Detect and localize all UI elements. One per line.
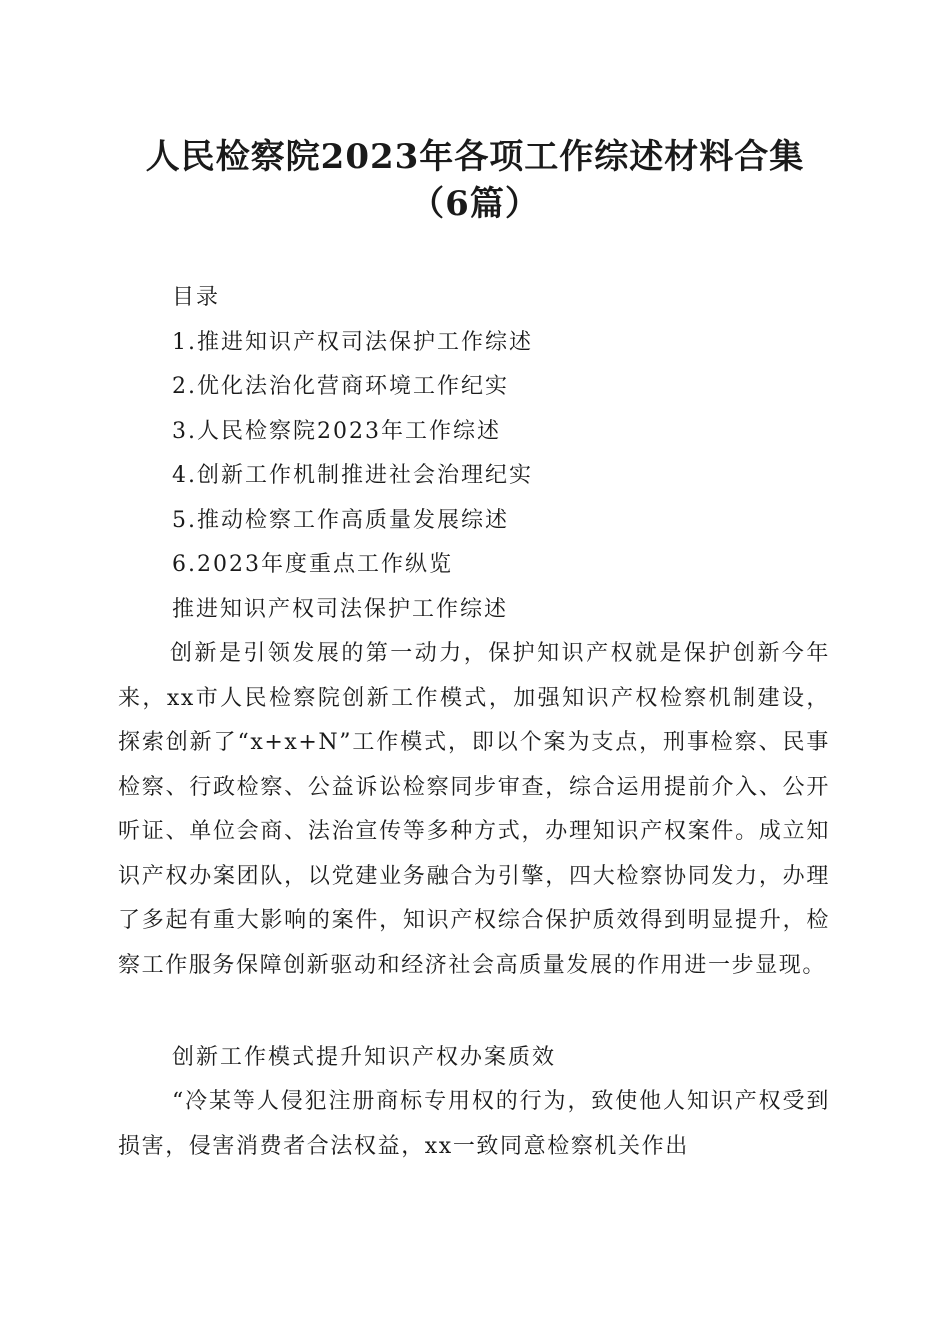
toc-item: 1.推进知识产权司法保护工作综述 — [172, 329, 533, 355]
toc-item: 2.优化法治化营商环境工作纪实 — [172, 374, 509, 399]
toc-heading: 目录 — [172, 285, 221, 310]
toc-item: 6.2023年度重点工作纵览 — [172, 552, 453, 577]
toc-item: 3.人民检察院2023年工作综述 — [172, 418, 501, 444]
body-paragraph: 创新是引领发展的第一动力，保护知识产权就是保护创新今年来，xx市人民检察院创新工作模式，加强知识产权检察机制建设，探索创新了“x+x+N”工作模式，即以个案为支点，刑事检察、民事检察、行政检察、公益诉讼检察同步审查，综合运用提前介入、公开听证、单位会商、法治宣传等多种方式，办理知识产权案件。成立知识产权办案团队，以党建业务融合为引擎，四大检察协同发力，办理了多起有重大影响的案件，知识产权综合保护质效得到明显提升，检察工作服务保障创新驱动和经济社会高质量发展的作用进一步显现。 — [118, 641, 830, 978]
body-paragraph: “冷某等人侵犯注册商标专用权的行为，致使他人知识产权受到损害，侵害消费者合法权益，xx一致同意检察机关作出 — [118, 1089, 830, 1159]
subheading: 创新工作模式提升知识产权办案质效 — [172, 1045, 557, 1070]
toc-item: 5.推动检察工作高质量发展综述 — [172, 507, 509, 533]
section-title: 推进知识产权司法保护工作综述 — [172, 597, 509, 622]
document-title: 人民检察院2023年各项工作综述材料合集（6篇） — [145, 137, 805, 224]
toc-item: 4.创新工作机制推进社会治理纪实 — [172, 463, 533, 488]
table-of-contents — [172, 276, 832, 588]
